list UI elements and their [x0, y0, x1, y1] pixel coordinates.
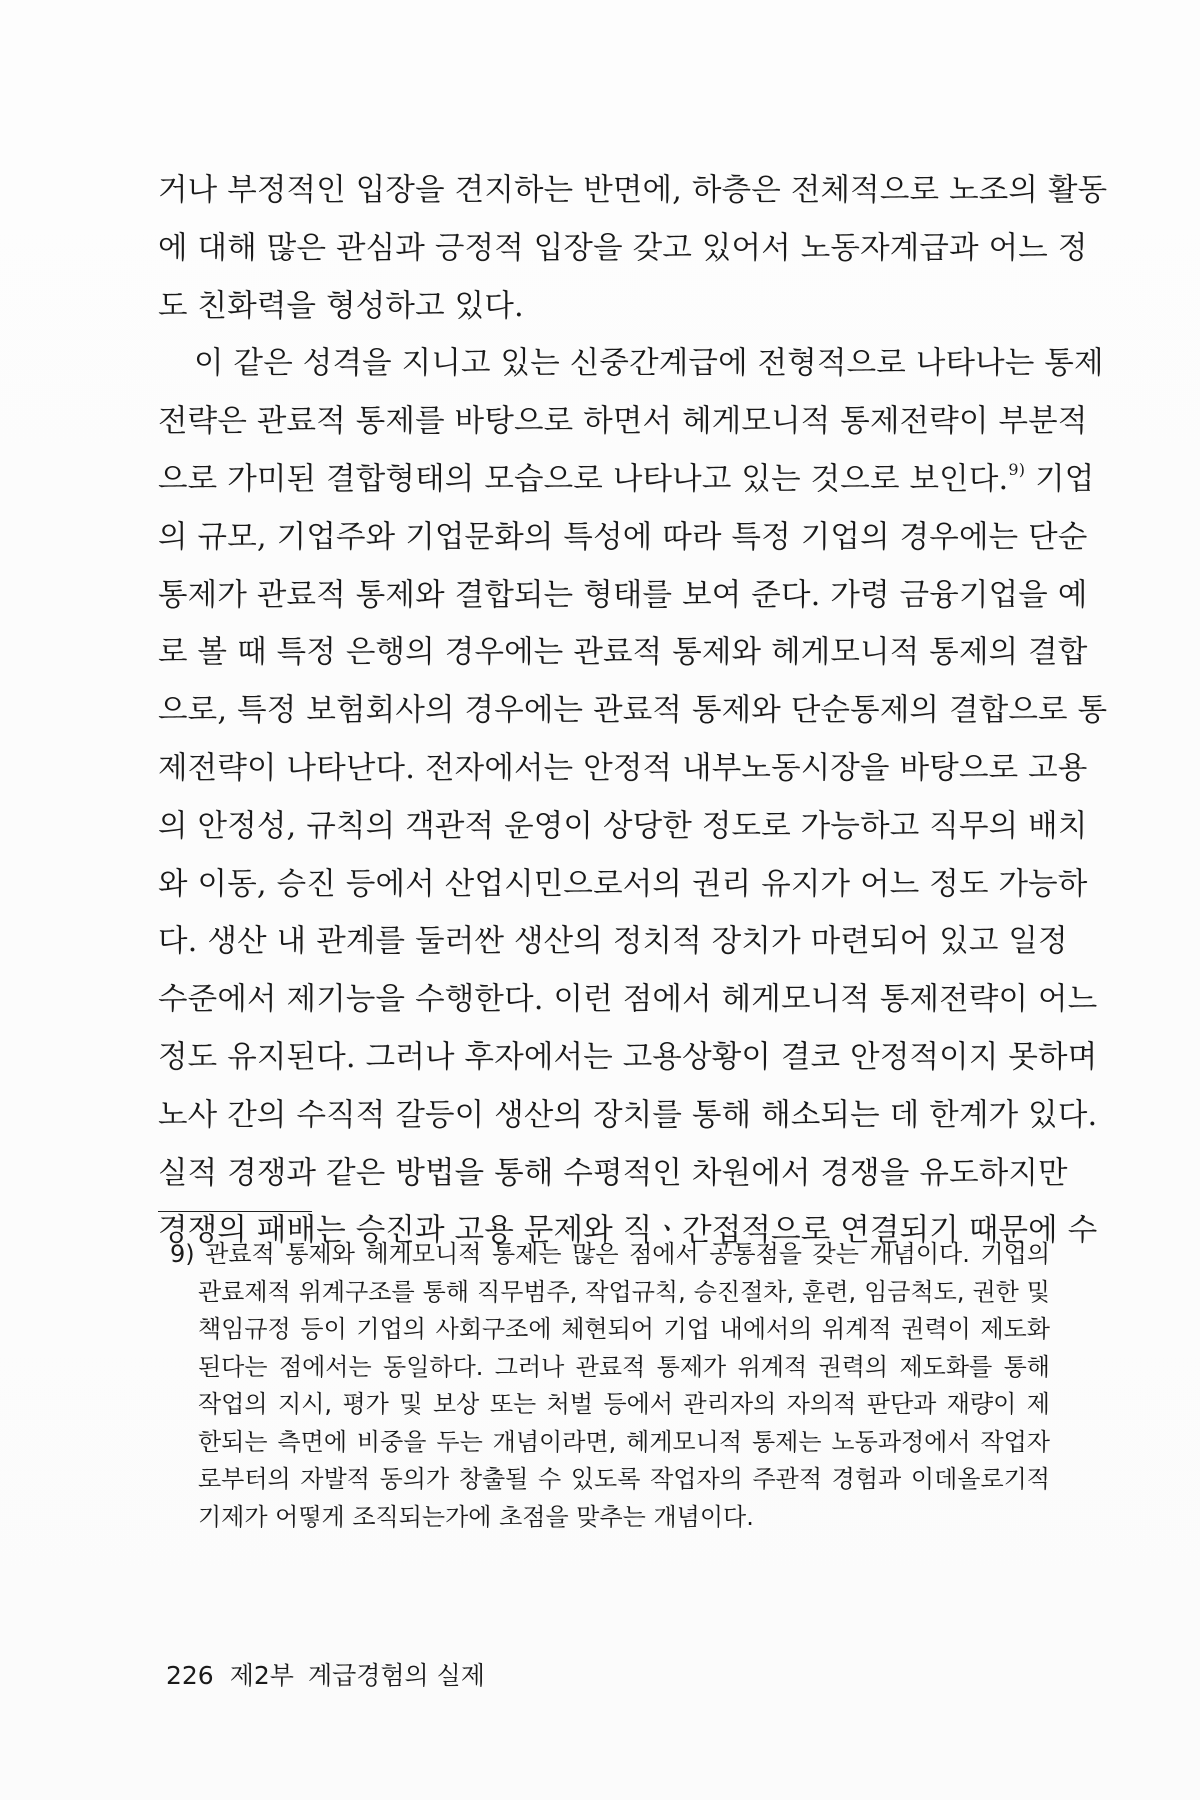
footnote-line: 기제가 어떻게 조직되는가에 초점을 맞추는 개념이다.: [198, 1502, 754, 1531]
text-line: 의 안정성, 규칙의 객관적 운영이 상당한 정도로 가능하고 직무의 배치: [158, 808, 1088, 844]
footnote-line: 관료제적 위계구조를 통해 직무범주, 작업규칙, 승진절차, 훈련, 임금척도, 권한 및: [198, 1277, 1050, 1306]
text-line: 경쟁의 패배는 승진과 고용 문제와 직ㆍ간접적으로 연결되기 때문에 수: [158, 1213, 1098, 1249]
footnote-line: 된다는 점에서는 동일하다. 그러나 관료적 통제가 위계적 권력의 제도화를 통해: [198, 1352, 1050, 1381]
text-line: 다. 생산 내 관계를 둘러싼 생산의 정치적 장치가 마련되어 있고 일정: [158, 924, 1068, 960]
text-line: 노사 간의 수직적 갈등이 생산의 장치를 통해 해소되는 데 한계가 있다.: [158, 1097, 1098, 1133]
footnote-divider: [158, 1211, 312, 1212]
text-line: 수준에서 제기능을 수행한다. 이런 점에서 헤게모니적 통제전략이 어느: [158, 982, 1098, 1018]
footnote-line: 로부터의 자발적 동의가 창출될 수 있도록 작업자의 주관적 경험과 이데올로기적: [198, 1465, 1050, 1493]
footnote-line: 작업의 지시, 평가 및 보상 또는 처벌 등에서 관리자의 자의적 판단과 재량이 제: [198, 1390, 1050, 1418]
text-line: 제전략이 나타난다. 전자에서는 안정적 내부노동시장을 바탕으로 고용: [158, 750, 1088, 786]
text-line: 로 볼 때 특정 은행의 경우에는 관료적 통제와 헤게모니적 통제의 결합: [158, 635, 1088, 671]
text-line: 도 친화력을 형성하고 있다.: [158, 288, 524, 324]
part-title: 계급경험의 실제: [307, 1661, 485, 1690]
text-line: 와 이동, 승진 등에서 산업시민으로서의 권리 유지가 어느 정도 가능하: [158, 866, 1088, 902]
footnote-reference[interactable]: 9): [1008, 459, 1026, 479]
running-footer: [166, 1660, 485, 1692]
text-line: 전략은 관료적 통제를 바탕으로 하면서 헤게모니적 통제전략이 부분적: [158, 404, 1088, 440]
footnote-line: 한되는 측면에 비중을 두는 개념이라면, 헤게모니적 통제는 노동과정에서 작업자: [198, 1427, 1050, 1456]
text-line: 정도 유지된다. 그러나 후자에서는 고용상황이 결코 안정적이지 못하며: [158, 1039, 1098, 1075]
body-text: [158, 162, 1108, 1318]
text-line: 에 대해 많은 관심과 긍정적 입장을 갖고 있어서 노동자계급과 어느 정: [158, 230, 1088, 266]
footnote-line: 책임규정 등이 기업의 사회구조에 체현되어 기업 내에서의 위계적 권력이 제도화: [198, 1315, 1050, 1343]
text-line: 으로, 특정 보험회사의 경우에는 관료적 통제와 단순통제의 결합으로 통: [158, 693, 1108, 729]
text-segment: 기업: [1035, 461, 1095, 497]
text-line: 실적 경쟁과 같은 방법을 통해 수평적인 차원에서 경쟁을 유도하지만: [158, 1155, 1068, 1191]
text-line: 의 규모, 기업주와 기업문화의 특성에 따라 특정 기업의 경우에는 단순: [158, 519, 1088, 555]
text-line: 통제가 관료적 통제와 결합되는 형태를 보여 준다. 가령 금융기업을 예: [158, 577, 1088, 613]
footnote-line: 9) 관료적 통제와 헤게모니적 통제는 많은 점에서 공통점을 갖는 개념이다. 기업의: [170, 1240, 1050, 1268]
page-number: 226: [166, 1661, 214, 1690]
paragraph-start-line: 이 같은 성격을 지니고 있는 신중간계급에 전형적으로 나타나는 통제: [194, 346, 1104, 382]
footnote: [170, 1236, 1050, 1536]
text-line-with-footnote: [158, 451, 1095, 509]
text-line: 거나 부정적인 입장을 견지하는 반면에, 하층은 전체적으로 노조의 활동: [158, 173, 1108, 208]
part-label: 제2부: [229, 1661, 294, 1690]
text-segment: 으로 가미된 결합형태의 모습으로 나타나고 있는 것으로 보인다.: [158, 461, 1009, 497]
